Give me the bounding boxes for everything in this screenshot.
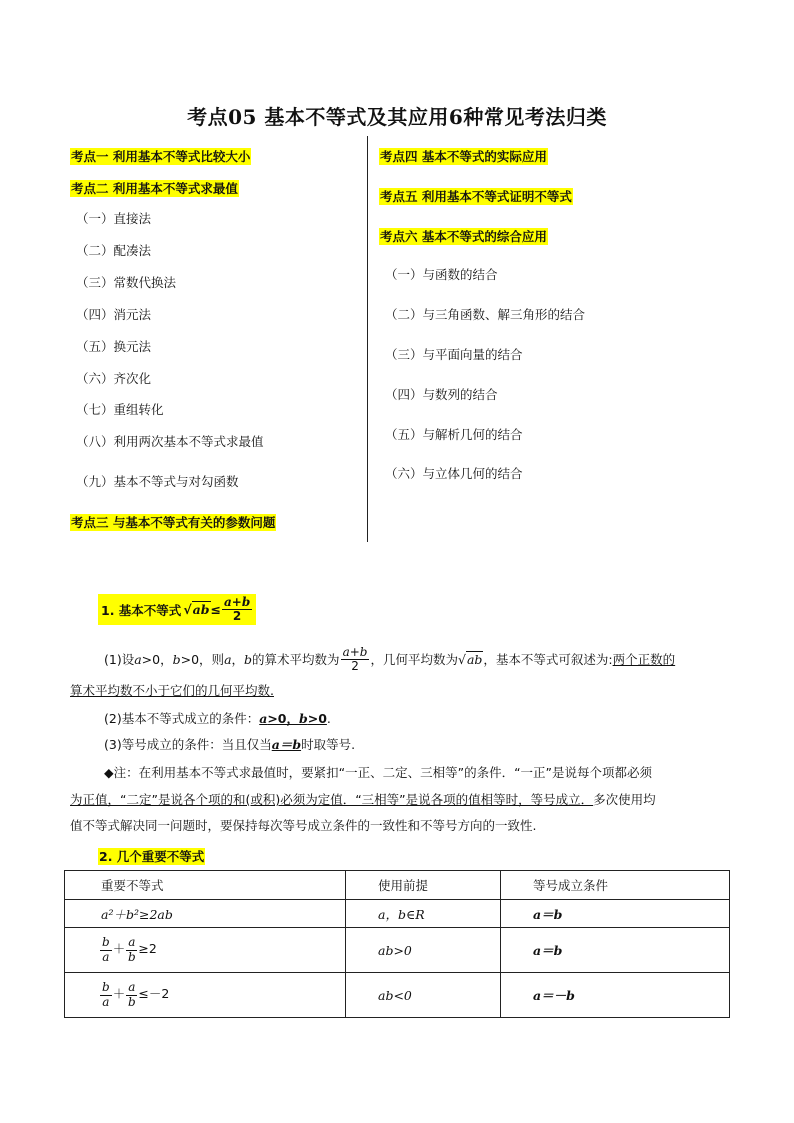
para-2: (2)基本不等式成立的条件：a>0，b>0. <box>104 711 331 726</box>
note-line-1: ◆注：在利用基本不等式求最值时，要紧扣“一正、二定、三相等”的条件．“一正”是说每个项都必须 <box>104 765 653 780</box>
app-item-3: （三）与平面向量的结合 <box>385 347 523 362</box>
method-4: （四）消元法 <box>76 307 152 322</box>
table-row: a²＋b²≥2ab a，b∈R a＝b <box>65 900 730 928</box>
method-2: （二）配凑法 <box>76 243 152 258</box>
table-header-row <box>65 871 730 900</box>
column-divider <box>367 136 368 542</box>
para-1-line-1: (1)设 a >0， b >0，则 a ， b 的算术平均数为 $\frac{a+b}{2}$ ，几何平均数为 √ab ，基本不等式可叙述为: 两个正数的 <box>104 645 676 674</box>
method-8: （八）利用两次基本不等式求最值 <box>76 434 264 449</box>
section-3: 考点三 与基本不等式有关的参数问题 <box>71 515 276 530</box>
method-6: （六）齐次化 <box>76 371 152 386</box>
app-item-2: （二）与三角函数、解三角形的结合 <box>385 307 586 322</box>
app-item-5: （五）与解析几何的结合 <box>385 427 523 442</box>
header-condition: 等号成立条件 <box>501 871 730 900</box>
para-3: (3)等号成立的条件：当且仅当a＝b时取等号. <box>104 737 356 752</box>
frac-b-over-a: $\frac{b}{a}$ <box>102 935 110 964</box>
method-3: （三）常数代换法 <box>76 275 177 290</box>
app-item-1: （一）与函数的结合 <box>385 267 498 282</box>
header-premise: 使用前提 <box>346 871 501 900</box>
note-line-2: 为正值，“二定”是说各个项的和(或积)必须为定值．“三相等”是说各项的值相等时，等号成立．多次使用均 <box>70 792 656 807</box>
inequalities-table <box>64 870 730 1018</box>
table-row: $\frac{b}{a}$ ＋ $\frac{a}{b}$ ≥2 ab>0 a＝b <box>65 928 730 973</box>
app-item-6: （六）与立体几何的结合 <box>385 466 523 481</box>
page-title: 考点05 基本不等式及其应用6种常见考法归类 <box>187 105 607 129</box>
section-2: 考点二 利用基本不等式求最值 <box>71 181 238 196</box>
frac-a-over-b: $\frac{a}{b}$ <box>127 935 136 964</box>
method-9: （九）基本不等式与对勾函数 <box>76 474 239 489</box>
note-line-3: 值不等式解决同一问题时，要保持每次等号成立条件的一致性和不等号方向的一致性. <box>70 818 537 833</box>
method-5: （五）换元法 <box>76 339 152 354</box>
header-inequality: 重要不等式 <box>65 871 346 900</box>
fraction: $\frac{a+b}{2}$ <box>223 595 251 624</box>
heading-basic-inequality: 1. 基本不等式 √ab ≤ $\frac{a+b}{2}$ <box>98 594 256 625</box>
heading-important-inequalities: 2. 几个重要不等式 <box>99 849 205 864</box>
ineq-squares: a²＋b²≥2ab <box>101 906 173 922</box>
section-1: 考点一 利用基本不等式比较大小 <box>71 149 251 164</box>
table-row: $\frac{b}{a}$ ＋ $\frac{a}{b}$ ≤－2 ab<0 a＝－b <box>65 973 730 1018</box>
section-5: 考点五 利用基本不等式证明不等式 <box>380 189 572 204</box>
section-6: 考点六 基本不等式的综合应用 <box>380 229 547 244</box>
section-4: 考点四 基本不等式的实际应用 <box>380 149 547 164</box>
method-1: （一）直接法 <box>76 211 152 226</box>
app-item-4: （四）与数列的结合 <box>385 387 498 402</box>
mean-fraction: $\frac{a+b}{2}$ <box>342 645 368 674</box>
para-1-line-2: 算术平均数不小于它们的几何平均数. <box>70 683 274 698</box>
method-7: （七）重组转化 <box>76 402 164 417</box>
